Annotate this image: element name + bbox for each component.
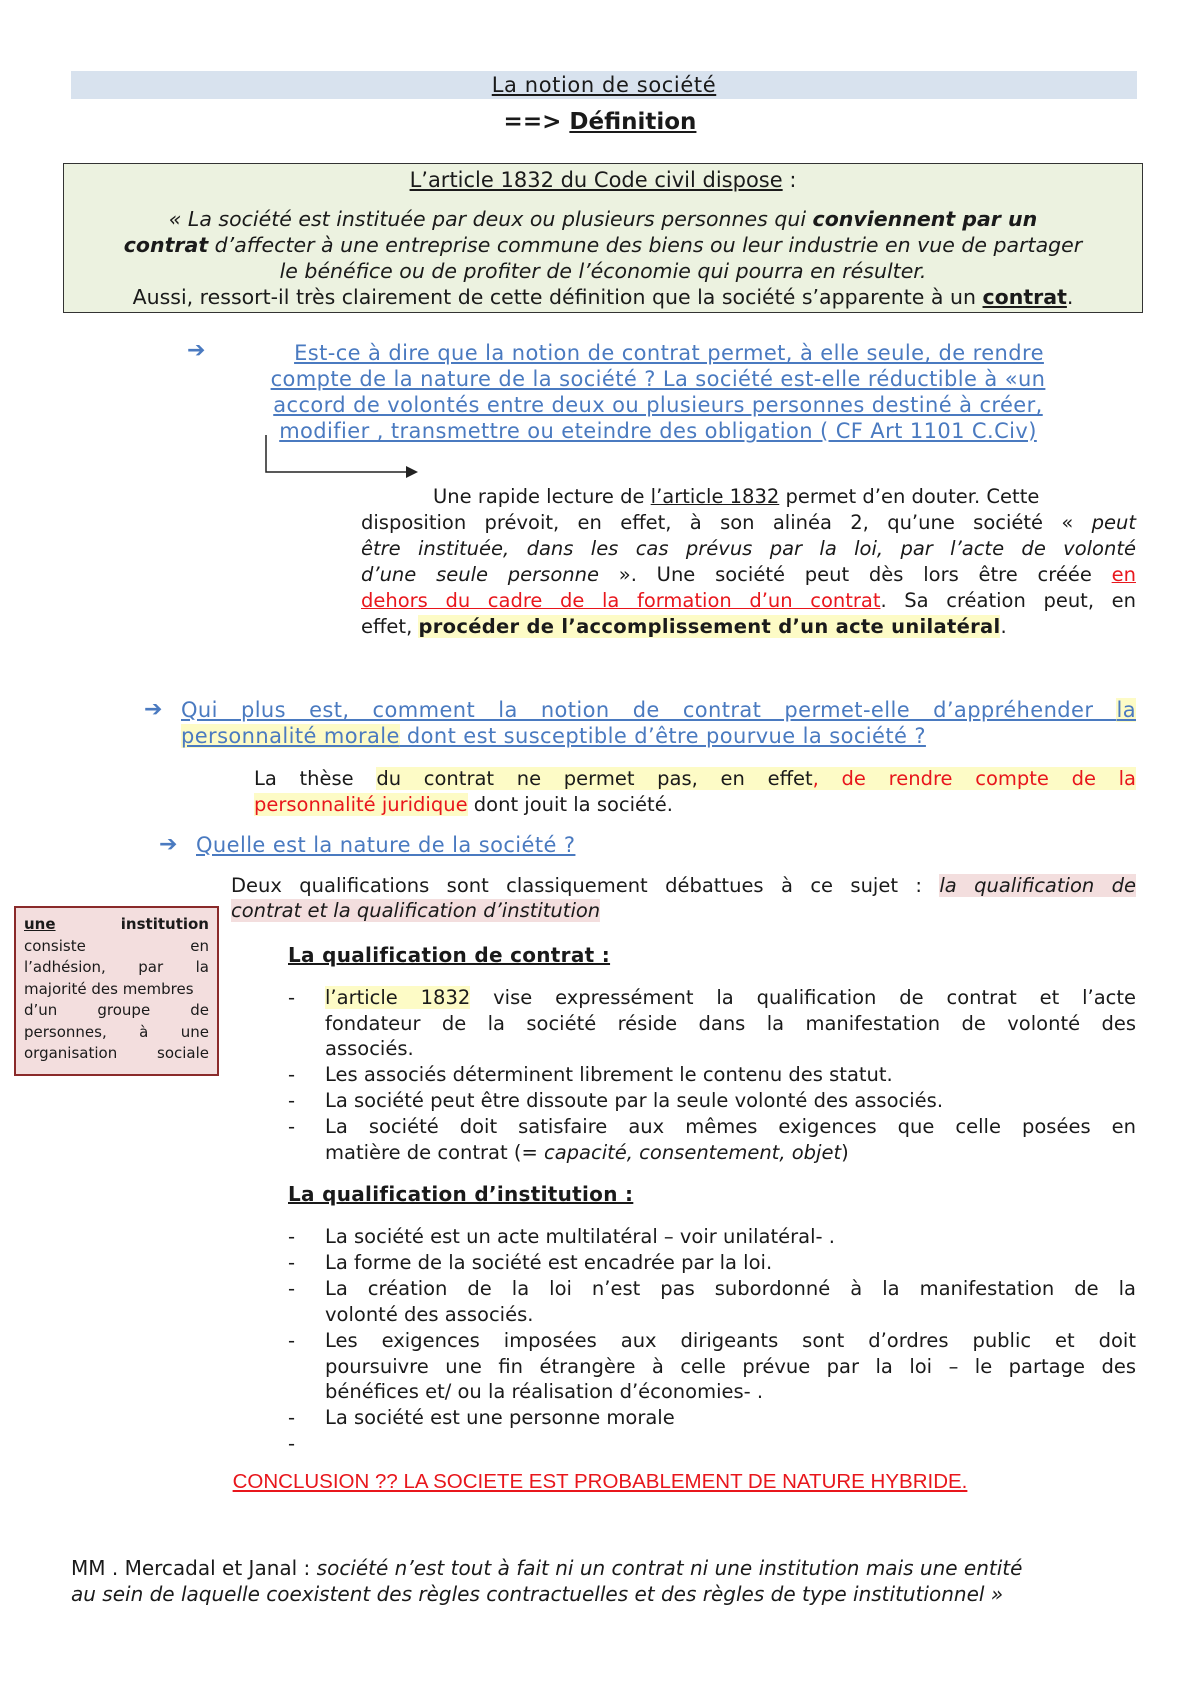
text: ) xyxy=(841,1140,849,1164)
conclusion: CONCLUSION ?? LA SOCIETE EST PROBABLEMENT DE NATURE HYBRIDE. xyxy=(232,1470,968,1493)
item-line xyxy=(325,1140,1136,1166)
question-2 xyxy=(181,697,1136,749)
heading-prefix: ==> xyxy=(503,109,570,135)
quote-text: « La société est instituée par deux ou plusieurs personnes qui xyxy=(168,207,813,231)
side-line xyxy=(24,914,209,936)
item-line: La forme de la société est encadrée par la loi. xyxy=(325,1251,773,1274)
italic-text: capacité, consentement, objet xyxy=(543,1140,842,1164)
quote-line-1 xyxy=(64,206,1142,232)
text: à xyxy=(139,1022,149,1041)
text: groupe xyxy=(97,1001,151,1019)
text: vise expressément la qualification de contrat et l’acte xyxy=(470,986,1137,1009)
side-note xyxy=(14,906,219,1076)
dash: - xyxy=(288,986,296,1009)
p3-line xyxy=(231,898,1136,923)
quote-heading xyxy=(64,167,1142,193)
list-item xyxy=(288,1276,1136,1327)
pink-italic: la qualification de xyxy=(939,874,1136,897)
dash: - xyxy=(288,1089,296,1112)
title-band xyxy=(71,71,1137,99)
highlighted-text: du contrat ne permet pas, en effet xyxy=(376,767,813,790)
side-line xyxy=(24,1000,209,1022)
text: disposition prévoit, en effet, à son alinéa 2, qu’une société « xyxy=(361,511,1092,534)
quote-text: d’une seule personne xyxy=(361,563,599,586)
text: . xyxy=(1000,615,1007,638)
question-1-line: compte de la nature de la société ? La société est-elle réductible à «un xyxy=(270,367,1046,391)
side-line xyxy=(24,1022,209,1044)
side-line xyxy=(24,957,209,979)
question-2-line xyxy=(181,697,1136,723)
citation xyxy=(71,1555,1137,1607)
italic-text: société n’est tout à fait ni un contrat ni une institution mais une entité xyxy=(316,1556,1023,1580)
dash: - xyxy=(288,1063,296,1086)
right-arrow-icon: ➔ xyxy=(159,832,178,857)
p1-line: être instituée, dans les cas prévus par la loi, par l’acte de volonté xyxy=(361,537,1136,560)
p1-line xyxy=(361,588,1136,614)
definition-title: Définition xyxy=(569,109,697,135)
text: l’adhésion, xyxy=(24,958,106,976)
item-line: La société est une personne morale xyxy=(325,1406,675,1429)
p1-line xyxy=(361,562,1136,588)
quote-heading-text: L’article 1832 du Code civil dispose xyxy=(409,168,783,192)
red-text: en xyxy=(1111,563,1136,586)
paragraph-2 xyxy=(254,766,1136,818)
question-2-line xyxy=(181,723,1136,749)
institution-heading: La qualification d’institution : xyxy=(288,1182,634,1206)
quote-line-2 xyxy=(64,232,1142,258)
text: de xyxy=(190,1001,209,1019)
item-line: fondateur de la société réside dans la manifestation de volonté des xyxy=(325,1011,1136,1035)
p3-line xyxy=(231,873,1136,898)
pink-italic: contrat et la qualification d’institution xyxy=(231,899,601,922)
quote-box xyxy=(63,163,1143,313)
red-highlighted-text: , de rendre compte de la xyxy=(812,767,1137,790)
quote-text: . xyxy=(1066,285,1074,309)
item-line: Les associés déterminent librement le contenu des statut. xyxy=(325,1063,893,1086)
text: matière de contrat (= xyxy=(325,1140,544,1164)
quote-line-4 xyxy=(64,284,1142,310)
text: organisation xyxy=(24,1044,118,1062)
text: d’un xyxy=(24,1001,58,1019)
dash: - xyxy=(288,1115,296,1138)
quote-text: d’affecter à une entreprise commune des biens ou leur industrie en vue de partager xyxy=(208,233,1083,257)
list-item xyxy=(288,1062,1136,1088)
item-line: La société est un acte multilatéral – voir unilatéral- . xyxy=(325,1225,835,1248)
quote-bold: contrat xyxy=(123,233,209,257)
question-1-line: accord de volontés entre deux ou plusieurs personnes destiné à créer, xyxy=(273,393,1043,417)
text: en xyxy=(190,936,209,955)
text: la xyxy=(195,958,209,976)
text: Qui plus est, comment la notion de contrat permet-elle d’appréhender xyxy=(181,698,1117,722)
dash: - xyxy=(288,1432,296,1455)
contrat-heading: La qualification de contrat : xyxy=(288,943,611,967)
text: . Sa création peut, en xyxy=(880,589,1136,612)
p2-line xyxy=(254,792,1136,818)
citation-line xyxy=(71,1555,1137,1581)
highlighted-text: la xyxy=(1116,698,1136,722)
question-1-line: modifier , transmettre ou eteindre des obligation ( CF Art 1101 C.Civ) xyxy=(279,419,1037,443)
item-line xyxy=(325,985,1136,1011)
list-item xyxy=(288,1088,1136,1114)
right-arrow-icon: ➔ xyxy=(144,697,163,722)
text: institution xyxy=(120,915,209,933)
text: La thèse xyxy=(254,767,377,790)
highlighted-text: l’article 1832 xyxy=(325,986,471,1009)
quote-text: peut xyxy=(1091,511,1136,534)
text: ». Une société peut dès lors être créée xyxy=(598,563,1112,586)
red-text: dehors du cadre de la formation d’un contrat xyxy=(361,589,881,612)
dash: - xyxy=(288,1251,296,1274)
item-line: bénéfices et/ ou la réalisation d’économies- . xyxy=(325,1380,764,1403)
text: permet d’en douter. Cette xyxy=(779,485,1040,508)
list-item xyxy=(288,1405,1136,1431)
red-highlighted-text: personnalité juridique xyxy=(254,793,468,816)
p1-line xyxy=(361,484,1136,510)
right-arrow-icon: ➔ xyxy=(187,338,206,363)
list-item xyxy=(288,1250,1136,1276)
p2-line xyxy=(254,766,1136,792)
text: une xyxy=(24,915,56,933)
text: sociale xyxy=(157,1044,209,1062)
citation-line: au sein de laquelle coexistent des règles contractuelles et des règles de type institutionnel » xyxy=(71,1582,1004,1606)
item-line: poursuivre une fin étrangère à celle prévue par la loi – le partage des xyxy=(325,1354,1136,1378)
text: MM . Mercadal et Janal : xyxy=(71,1556,317,1580)
text: dont jouit la société. xyxy=(467,793,673,816)
text: par xyxy=(138,958,164,976)
list-item xyxy=(288,1224,1136,1250)
elbow-arrow-icon xyxy=(250,435,420,485)
question-1 xyxy=(198,340,1118,444)
text: consiste xyxy=(24,936,86,955)
text: une xyxy=(180,1022,209,1041)
question-1-line: Est-ce à dire que la notion de contrat permet, à elle seule, de rendre xyxy=(294,341,1044,365)
highlighted-text: personnalité morale xyxy=(181,724,400,748)
side-line xyxy=(24,1043,209,1065)
highlighted-bold: procéder de l’accomplissement d’un acte unilatéral xyxy=(418,615,1001,638)
article-ref: l’article 1832 xyxy=(650,485,780,508)
side-line xyxy=(24,936,209,958)
quote-bold: conviennent par un xyxy=(812,207,1038,231)
item-line: volonté des associés. xyxy=(325,1302,534,1326)
question-3: Quelle est la nature de la société ? xyxy=(196,833,576,857)
dash: - xyxy=(288,1406,296,1429)
section-heading xyxy=(0,107,1200,137)
list-item xyxy=(288,985,1136,1062)
item-line: La société doit satisfaire aux mêmes exigences que celle posées en xyxy=(325,1115,1136,1138)
p1-line xyxy=(361,510,1136,536)
text: personnes, xyxy=(24,1022,107,1041)
side-line: majorité des membres xyxy=(24,979,194,998)
text: Deux qualifications sont classiquement débattues à ce sujet : xyxy=(231,874,940,897)
item-line: Les exigences imposées aux dirigeants sont d’ordres public et doit xyxy=(325,1329,1136,1352)
p1-line xyxy=(361,614,1136,640)
list-item xyxy=(288,1328,1136,1405)
paragraph-3 xyxy=(231,873,1136,923)
quote-line-3: le bénéfice ou de profiter de l’économie qui pourra en résulter. xyxy=(279,259,927,283)
dash: - xyxy=(288,1277,296,1300)
item-line: La création de la loi n’est pas subordonné à la manifestation de la xyxy=(325,1277,1136,1300)
item-line: associés. xyxy=(325,1037,414,1060)
page-title: La notion de société xyxy=(491,73,717,97)
list-item xyxy=(288,1114,1136,1165)
paragraph-1 xyxy=(361,484,1136,640)
quote-text: Aussi, ressort-il très clairement de cette définition que la société s’apparente à un xyxy=(132,285,983,309)
text: dont est susceptible d’être pourvue la société ? xyxy=(399,724,926,748)
dash: - xyxy=(288,1225,296,1248)
quote-heading-suffix: : xyxy=(782,168,797,192)
item-line: La société peut être dissoute par la seule volonté des associés. xyxy=(325,1089,944,1112)
text: Une rapide lecture de xyxy=(433,485,651,508)
contrat-keyword: contrat xyxy=(982,285,1067,309)
dash: - xyxy=(288,1329,296,1352)
text: effet, xyxy=(361,615,419,638)
